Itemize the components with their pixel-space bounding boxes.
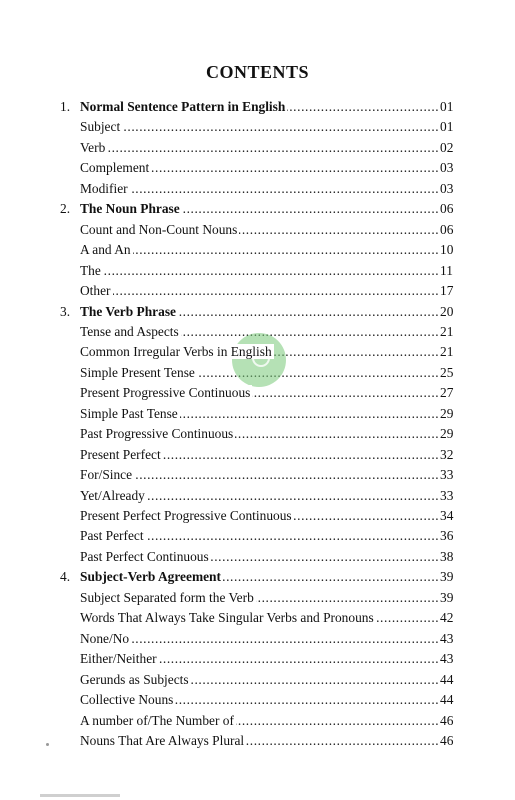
toc-entry-title: Simple Past Tense: [80, 405, 178, 421]
toc-entry-row: [0, 649, 515, 669]
toc-entry-row: [0, 158, 515, 178]
toc-entry-number: 3.: [60, 303, 71, 319]
toc-entry-label: [80, 567, 440, 587]
toc-page-number: 03: [440, 158, 470, 178]
toc-entry-title: Other: [80, 283, 111, 299]
toc-entry-label: [80, 424, 440, 444]
toc-section-row: [0, 567, 515, 587]
toc-entry-label: [80, 608, 440, 628]
toc-entry-label: [80, 240, 440, 260]
toc-section-row: [0, 302, 515, 322]
toc-entry-label: [80, 302, 440, 322]
toc-page-number: 06: [440, 199, 470, 219]
toc-entry-row: [0, 240, 515, 260]
toc-entry-number: 1.: [60, 99, 71, 114]
toc-entry-title: Count and Non-Count Nouns: [80, 221, 238, 237]
toc-entry-label: [80, 649, 440, 669]
page-speck: [46, 743, 49, 746]
toc-entry-title: Past Progressive Continuous: [80, 426, 234, 442]
toc-entry-label: [80, 588, 440, 608]
toc-entry-row: [0, 220, 515, 240]
toc-entry-row: [0, 117, 515, 137]
toc-page-number: 33: [440, 465, 470, 485]
toc-entry-label: [80, 506, 440, 526]
toc-entry-title: Common Irregular Verbs in English: [80, 344, 272, 360]
page-edge-mark: [40, 794, 120, 797]
toc-entry-title: Present Perfect: [80, 446, 161, 462]
toc-entry-title: The Noun Phrase: [80, 201, 180, 217]
toc-entry-label: [80, 179, 440, 199]
toc-page-number: 39: [440, 567, 470, 587]
toc-entry-label: [80, 547, 440, 567]
toc-page-number: 42: [440, 608, 470, 628]
toc-entry-label: [80, 281, 440, 301]
toc-entry-title: Present Perfect Progressive Continuous: [80, 508, 292, 523]
toc-entry-title: Nouns That Are Always Plural: [80, 732, 245, 748]
toc-entry-title: Either/Neither: [80, 651, 157, 667]
toc-page-number: 43: [440, 629, 470, 649]
toc-entry-title: Past Perfect: [80, 528, 144, 544]
toc-entry-row: [0, 731, 515, 751]
toc-page-number: 20: [440, 302, 470, 322]
toc-entry-row: [0, 526, 515, 546]
toc-page-number: 34: [440, 506, 470, 526]
toc-entry-row: [0, 486, 515, 506]
toc-entry-label: [80, 220, 440, 240]
toc-entry-title: Normal Sentence Pattern in English: [80, 99, 286, 114]
toc-entry-row: [0, 404, 515, 424]
toc-entry-label: [80, 629, 440, 649]
toc-entry-label: [80, 526, 440, 546]
toc-section-row: [0, 97, 515, 117]
toc-page-number: 39: [440, 588, 470, 608]
toc-entry-row: [0, 506, 515, 526]
toc-entry-label: [80, 138, 440, 158]
toc-entry-row: [0, 588, 515, 608]
toc-page-number: 25: [440, 363, 470, 383]
toc-page-number: 17: [440, 281, 470, 301]
toc-entry-title: The Verb Phrase: [80, 303, 176, 319]
toc-page-number: 33: [440, 486, 470, 506]
toc-page-number: 06: [440, 220, 470, 240]
toc-section-row: [0, 199, 515, 219]
toc-entry-row: [0, 465, 515, 485]
toc-entry-title: Subject-Verb Agreement: [80, 569, 221, 585]
toc-entry-title: Past Perfect Continuous: [80, 548, 209, 564]
toc-entry-title: Yet/Already: [80, 487, 145, 503]
toc-entry-title: Complement: [80, 160, 150, 176]
toc-entry-row: [0, 670, 515, 690]
toc-entry-title: Subject Separated form the Verb: [80, 589, 254, 605]
toc-page-number: 43: [440, 649, 470, 669]
toc-entry-label: [80, 690, 440, 710]
toc-page-number: 32: [440, 445, 470, 465]
toc-page-number: 10: [440, 240, 470, 260]
toc-page-number: 29: [440, 404, 470, 424]
toc-entry-title: Words That Always Take Singular Verbs and Pronouns: [80, 610, 374, 626]
toc-entry-label: [80, 445, 440, 465]
toc-entry-row: [0, 138, 515, 158]
toc-entry-number: 2.: [60, 201, 71, 217]
toc-page-number: 01: [440, 97, 470, 117]
toc-entry-row: [0, 179, 515, 199]
toc-entry-label: [80, 711, 440, 731]
toc-entry-title: For/Since: [80, 467, 133, 483]
toc-page-number: 01: [440, 117, 470, 137]
toc-entry-row: [0, 629, 515, 649]
toc-entry-label: [80, 199, 440, 219]
toc-entry-title: Verb: [80, 139, 106, 155]
toc-page-number: 21: [440, 322, 470, 342]
toc-entry-title: Modifier: [80, 180, 128, 196]
toc-entry-label: [80, 97, 440, 117]
page-title: CONTENTS: [205, 62, 310, 82]
toc-entry-row: [0, 281, 515, 301]
toc-entry-row: [0, 445, 515, 465]
toc-page-number: 02: [440, 138, 470, 158]
toc-entry-title: A and An: [80, 242, 131, 258]
toc-page-number: 36: [440, 526, 470, 546]
toc-entry-title: None/No: [80, 630, 130, 646]
toc-entry-label: [80, 731, 440, 751]
toc-entry-title: Tense and Aspects: [80, 323, 179, 339]
toc-page-number: 21: [440, 342, 470, 362]
toc-entry-label: [80, 404, 440, 424]
watermark-stamp: [232, 333, 286, 387]
toc-entry-title: A number of/The Number of: [80, 712, 234, 728]
toc-page-number: 44: [440, 690, 470, 710]
toc-entry-row: [0, 690, 515, 710]
toc-page-number: 27: [440, 383, 470, 403]
toc-entry-title: Subject: [80, 119, 121, 135]
toc-entry-title: The: [80, 262, 101, 278]
toc-entry-title: Present Progressive Continuous: [80, 385, 251, 401]
toc-page-number: 38: [440, 547, 470, 567]
toc-page-number: 11: [440, 261, 470, 281]
toc-entry-label: [80, 465, 440, 485]
toc-entry-label: [80, 486, 440, 506]
toc-entry-label: [80, 158, 440, 178]
toc-page-number: 03: [440, 179, 470, 199]
toc-page-number: 44: [440, 670, 470, 690]
toc-entry-label: [80, 261, 440, 281]
toc-entry-row: [0, 424, 515, 444]
toc-page-number: 46: [440, 731, 470, 751]
toc-page-number: 46: [440, 711, 470, 731]
toc-entry-label: [80, 117, 440, 137]
toc-entry-row: [0, 261, 515, 281]
toc-entry-title: Simple Present Tense: [80, 364, 195, 380]
toc-entry-row: [0, 547, 515, 567]
toc-page-number: 29: [440, 424, 470, 444]
toc-entry-number: 4.: [60, 569, 71, 585]
toc-entry-title: Collective Nouns: [80, 692, 174, 708]
toc-entry-label: [80, 670, 440, 690]
toc-entry-title: Gerunds as Subjects: [80, 671, 189, 687]
toc-entry-row: [0, 711, 515, 731]
toc-entry-row: [0, 608, 515, 628]
